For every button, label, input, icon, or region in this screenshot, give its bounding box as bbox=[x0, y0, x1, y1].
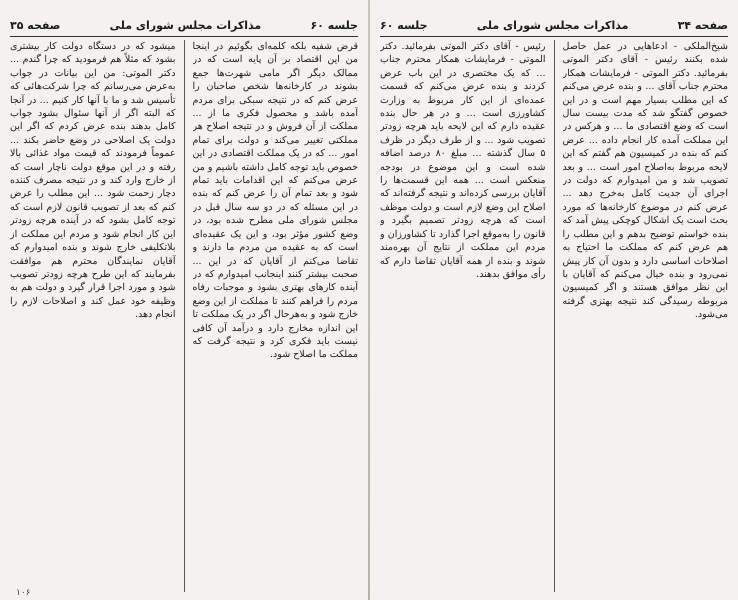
right-page-column-left-text: رئیس - آقای دکتر الموتی بفرمائید. دکتر الموتی - فرمایشات همکار محترم جناب ... که یک مختصری در این باب عرض کردند و بنده عرض می‌کنم که قسمت عمده‌ای از این کار مربوط به وزارت کشاورزی است ... و در هر حال بنده عقیده دارم که این لایحه باید هرچه زودتر تصویب شود ... و از طرف دیگر در ظرف ۵ سال گذشته ... مبلغ ۸۰ درصد اضافه شده است و این موضوع در بودجه منعکس است ... همه این قسمت‌ها را آقایان بررسی کرده‌اند و نتیجه گرفته‌اند که اصلاح این وضع لازم است و دولت موظف است که هرچه زودتر تصمیم بگیرد و قانون را به‌موقع اجرا گذارد تا کشاورزان و مردم این مملکت از نتایج آن بهره‌مند شوند و بنده از همه آقایان تقاضا دارم که رأی موافق بدهند. bbox=[380, 41, 546, 280]
left-page-columns bbox=[10, 40, 358, 592]
left-page-column-left-text: میشود که در دستگاه دولت کار بیشتری بشود که مثلاً هم فرمودید که چرا گندم ... دکتر الموتی: من این بیانات در جواب به‌عرض می‌رسانم که چرا شرکت‌هائی که تأسیس شد و ما با آنها کار کنیم ... در آنجا که البته اگر از آنها سئوال بشود جواب کامل بدهند بنده عرض کردم که اگر این دولت یک اصلاحی در وضع حاضر بکند ... عموماً فرمودند که قیمت مواد غذائی بالا رفته و در این موقع دولت ناچار است که از خارج وارد کند و در نتیجه مصرف کننده دچار زحمت شود ... این مطلب را عرض کنم که بعد از تصویب قانون لازم است که توجه کامل بشود که در آینده هرچه زودتر این کار انجام شود و مردم این مملکت از بلاتکلیفی خارج شوند و بنده امیدوارم که آقایان نمایندگان محترم هم موافقت بفرمایند که این طرح هرچه زودتر تصویب شود و مورد اجرا قرار گیرد و دولت هم به وظیفه خود عمل کند و اصلاحات لازم را انجام دهد. bbox=[10, 41, 176, 321]
right-page-column-left bbox=[380, 40, 546, 592]
left-page bbox=[0, 0, 368, 600]
left-page-header bbox=[10, 14, 358, 37]
right-page-column-right-text: شیخ‌الملکی - ادعاهایی در عمل حاصل شده بکنند رئیس - آقای دکتر الموتی بفرمائید. دکتر الموتی - فرمایشات همکار محترم جناب آقای ... و بنده عرض می‌کنم که این مطلب بسیار مهم است و در این خصوص گفتگو شد که مدت بیست سال است که وضع اقتصادی ما ... و هرکس در این مملکت آمده کار انجام داده ... عرض کنم که بنده در کمیسیون هم گفتم که این لایحه مربوط به‌اصلاح امور است ... و بعد تصویب شد و من امیدوارم که دولت در اجرای آن جدیت کامل به‌خرج دهد ... عرض کنم در موضوع کارخانه‌ها که مورد بحث است یک اشکال کوچکی پیش آمد که بنده خواستم توضیح بدهم و این مطلب را هم عرض کنم که مملکت ما احتیاج به اصلاحات اساسی دارد و بدون آن کار پیش نمی‌رود و بنده خیال می‌کنم که آقایان با این نظر موافق هستند و اگر کمیسیون مربوطه رسیدگی کند نتیجه بهتری گرفته می‌شود. bbox=[562, 41, 728, 321]
left-page-footer: ۱۰۶ bbox=[16, 588, 31, 598]
left-page-column-right bbox=[193, 40, 359, 592]
left-page-column-left bbox=[10, 40, 176, 592]
left-page-journal-title: مذاکرات مجلس شورای ملی bbox=[109, 18, 262, 32]
right-page-number: صفحه ۳۴ bbox=[677, 18, 728, 32]
column-divider bbox=[184, 40, 185, 592]
right-page-column-right bbox=[563, 40, 729, 592]
right-page-journal-title: مذاکرات مجلس شورای ملی bbox=[476, 18, 629, 32]
left-page-session: جلسه ۶۰ bbox=[310, 18, 358, 32]
left-page-number: صفحه ۳۵ bbox=[10, 18, 61, 32]
right-page-columns bbox=[380, 40, 728, 592]
left-page-column-right-text: قرض شفیه بلکه کلمه‌ای بگوئیم در اینجا من این اقتصاد بر آن پایه است که در ممالک دیگر اگر مامی شهرت‌ها جمع بشوند در کارخانه‌ها شخص صاحبان را عرض کنم که در نتیجه سبکی برای مردم آمده باشد و محصول فکری ما از ... مملکت از آن فروش و در نتیجه اصلاح هر مملکتی تغییر می‌کند و دولت برای تمام امور ... که در یک مملکت اقتصادی در این خصوص باید توجه کامل داشته باشیم و من عرض می‌کنم که این اقدامات باید تمام شود و بعد تمام آن را عرض کنم که بنده در این مسئله که در دو سه سال قبل در مجلس شورای ملی مطرح شده بود، در وضع کشور مؤثر بود، و این یک عقیده‌ای است که به عقیده من مردم ما دارند و تقاضا می‌کنم از آقایان که در این ... صحبت بیشتر کنند اینجانب امیدوارم که در آینده کارهای بهتری بشود و موجبات رفاه مردم را فراهم کنند تا مملکت از این وضع خارج شود و به‌هرحال اگر در یک مملکت تا این اندازه مخارج دارد و درآمد آن کافی نیست باید فکری کرد و نتیجه گرفت که مملکت ما اصلاح شود. bbox=[192, 41, 358, 361]
column-divider bbox=[554, 40, 555, 592]
right-page-session: جلسه ۶۰ bbox=[380, 18, 428, 32]
right-page-header bbox=[380, 14, 728, 37]
right-page bbox=[370, 0, 738, 600]
